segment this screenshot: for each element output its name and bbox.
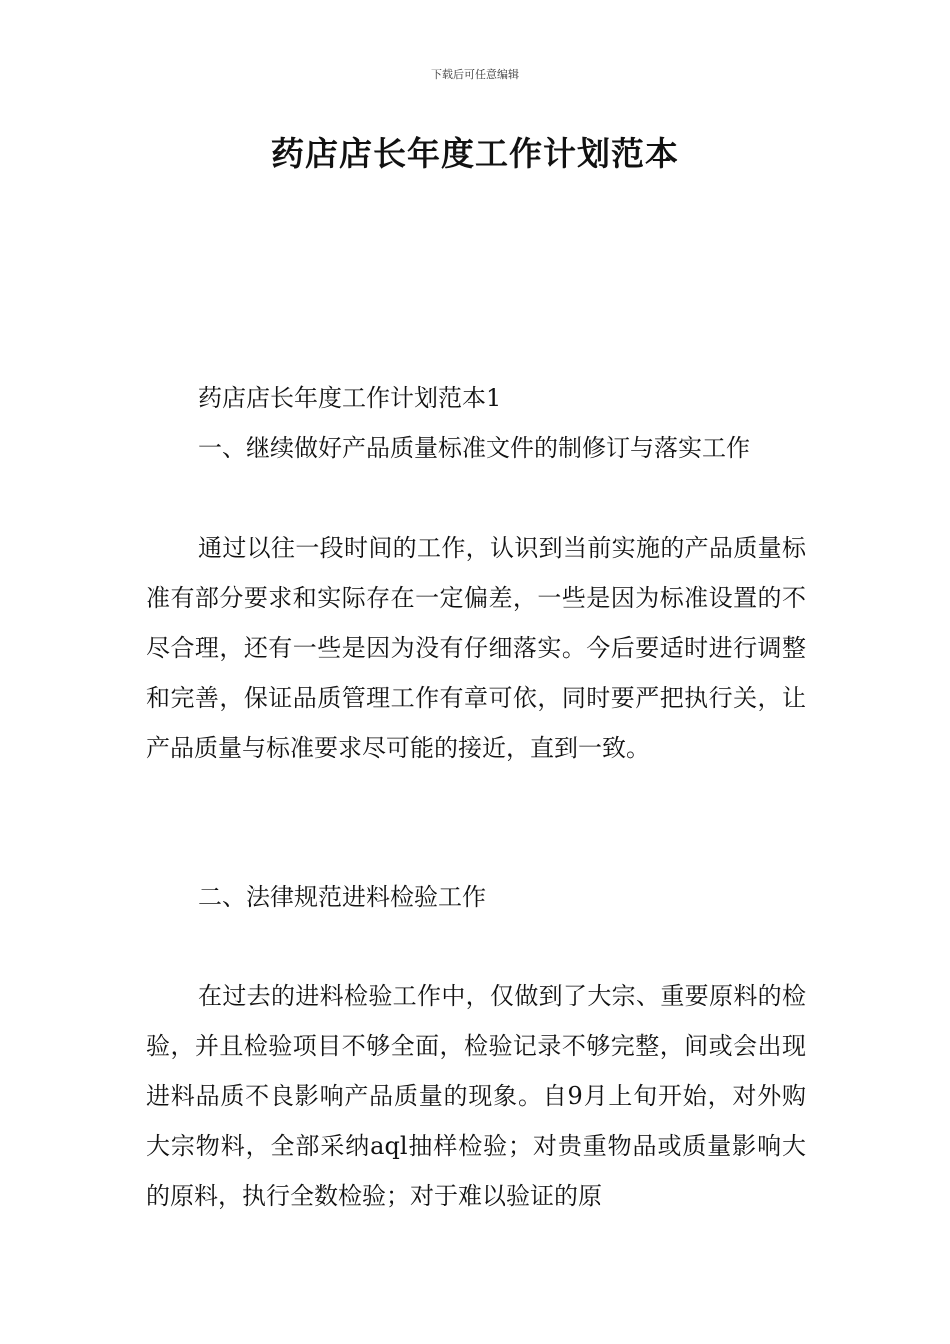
item2-heading: 二、法律规范进料检验工作 [198,883,486,911]
section-heading: 药店店长年度工作计划范本1 [198,384,502,412]
item1-paragraph: 通过以往一段时间的工作，认识到当前实施的产品质量标准有部分要求和实际存在一定偏差，一些是因为标准设置的不尽合理，还有一些是因为没有仔细落实。今后要适时进行调整和完善，保证品质管理工作有章可依，同时要严把执行关，让产品质量与标准要求尽可能的接近，直到一致。 [146,534,806,762]
item2-paragraph: 在过去的进料检验工作中，仅做到了大宗、重要原料的检验，并且检验项目不够全面，检验记录不够完整，间或会出现进料品质不良影响产品质量的现象。自9月上旬开始，对外购大宗物料，全部采纳aql抽样检验；对贵重物品或质量影响大的原料，执行全数检验；对于难以验证的原 [146,982,806,1210]
document-title: 药店店长年度工作计划范本 [271,134,679,173]
item1-heading: 一、继续做好产品质量标准文件的制修订与落实工作 [198,434,750,462]
header-note: 下载后可任意编辑 [431,68,519,81]
